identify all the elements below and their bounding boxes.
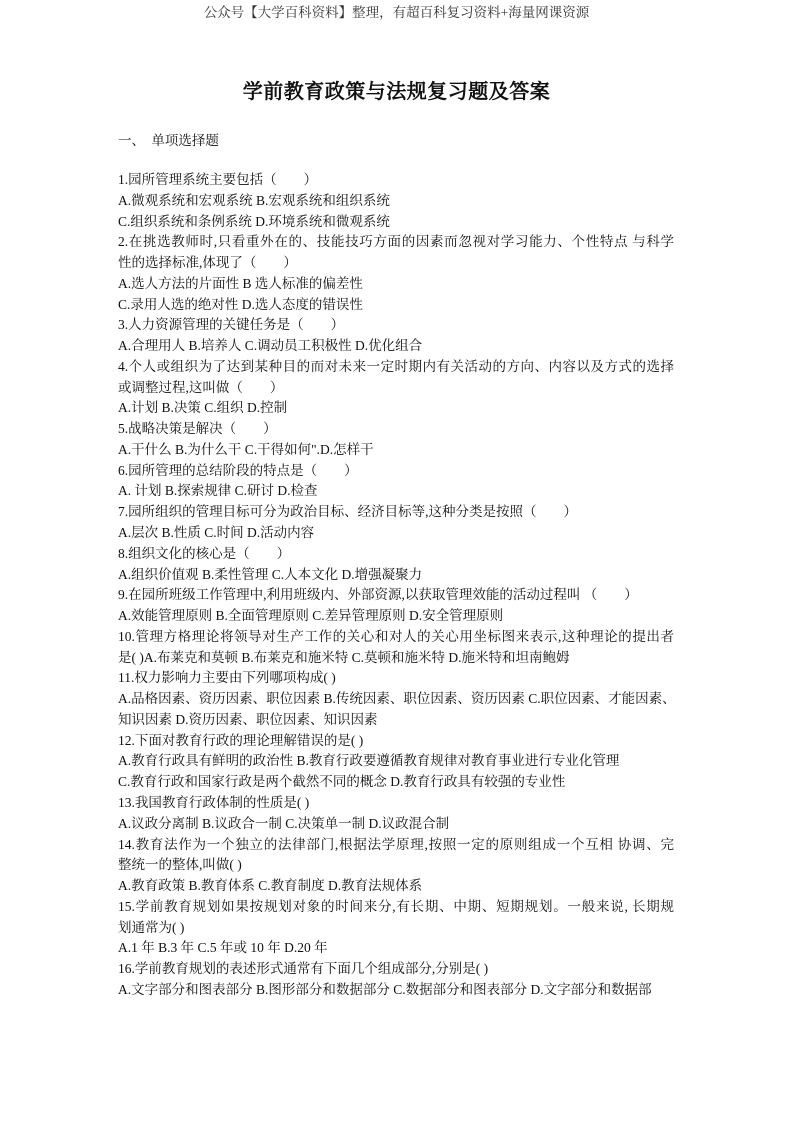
question-item — [118, 585, 674, 627]
question-stem: 是( )A.布莱克和莫顿 B.布莱克和施米特 C.莫顿和施米特 D.施米特和坦南鲍姆 — [118, 649, 570, 665]
question-options: A.1 年 B.3 年 C.5 年或 10 年 D.20 年 — [118, 940, 328, 956]
question-stem: 14.教育法作为一个独立的法律部门,根据法学原理,按照一定的原则组成一个互相 协调、完 — [118, 836, 674, 852]
question-stem: 性的选择标准,体现了（ ） — [118, 255, 297, 271]
question-item — [118, 627, 674, 669]
question-stem: 12.下面对教育行政的理论理解错误的是( ) — [118, 732, 364, 748]
question-options: C.录用人选的绝对性 D.选人态度的错误性 — [118, 296, 363, 312]
document-title: 学前教育政策与法规复习题及答案 — [242, 81, 551, 103]
question-options: A.品格因素、资历因素、职位因素 B.传统因素、职位因素、资历因素 C.职位因素、才能因素、 — [118, 691, 676, 707]
question-stem: 16.学前教育规划的表述形式通常有下面几个组成部分,分别是( ) — [118, 961, 489, 977]
question-stem: 11.权力影响力主要由下列哪项构成( ) — [118, 670, 336, 686]
question-stem: 2.在挑选教师时,只看重外在的、技能技巧方面的因素而忽视对学习能力、个性特点 与科学 — [118, 234, 674, 250]
page-header-banner: 公众号【大学百科资料】整理，有超百科复习资料+海量网课资源 — [203, 5, 590, 20]
question-item — [118, 232, 674, 315]
question-stem: 8.组织文化的核心是（ ） — [118, 545, 291, 561]
question-item — [118, 959, 674, 1001]
question-item — [118, 315, 674, 357]
question-stem: 6.园所管理的总结阶段的特点是（ ） — [118, 462, 358, 478]
section-label: 单项选择题 — [151, 133, 219, 148]
question-stem: 整统一的整体,叫做( ) — [118, 857, 242, 873]
question-options: C.组织系统和条例系统 D.环境系统和微观系统 — [118, 213, 390, 229]
question-options: A.合理用人 B.培养人 C.调动员工积极性 D.优化组合 — [118, 338, 423, 354]
question-item — [118, 502, 674, 544]
question-item — [118, 731, 674, 793]
question-stem: 5.战略决策是解决（ ） — [118, 421, 277, 437]
question-options: A.层次 B.性质 C.时间 D.活动内容 — [118, 525, 315, 541]
question-stem: 7.园所组织的管理目标可分为政治目标、经济目标等,这种分类是按照（ ） — [118, 504, 577, 520]
question-item — [118, 897, 674, 959]
question-stem: 或调整过程,这叫做（ ） — [118, 379, 284, 395]
question-item — [118, 793, 674, 835]
question-options: A.组织价值观 B.柔性管理 C.人本文化 D.增强凝聚力 — [118, 566, 423, 582]
question-stem: 划通常为( ) — [118, 919, 185, 935]
question-options: A.教育政策 B.教育体系 C.教育制度 D.教育法规体系 — [118, 878, 423, 894]
question-stem: 3.人力资源管理的关键任务是（ ） — [118, 317, 345, 333]
question-options: C.教育行政和国家行政是两个截然不同的概念 D.教育行政具有较强的专业性 — [118, 774, 566, 790]
question-item — [118, 668, 674, 730]
question-stem: 10.管理方格理论将领导对生产工作的关心和对人的关心用坐标图来表示,这种理论的提出者 — [118, 628, 674, 644]
question-options: A. 计划 B.探索规律 C.研讨 D.检查 — [118, 483, 318, 499]
question-options: A.效能管理原则 B.全面管理原则 C.差异管理原则 D.安全管理原则 — [118, 608, 504, 624]
question-stem: 15.学前教育规划如果按规划对象的时间来分,有长期、中期、短期规划。一般来说, 长期规 — [118, 898, 674, 914]
question-options: 知识因素 D.资历因素、职位因素、知识因素 — [118, 711, 378, 727]
question-item — [118, 357, 674, 419]
question-options: A.计划 B.决策 C.组织 D.控制 — [118, 400, 288, 416]
question-stem: 13.我国教育行政体制的性质是( ) — [118, 794, 310, 810]
question-options: A.干什么 B.为什么干 C.干得如何".D.怎样干 — [118, 441, 374, 457]
question-item — [118, 544, 674, 586]
question-options: A.议政分离制 B.议政合一制 C.决策单一制 D.议政混合制 — [118, 815, 450, 831]
question-options: A.选人方法的片面性 B 选人标准的偏差性 — [118, 275, 363, 291]
question-item — [118, 170, 674, 232]
question-options: A.教育行政具有鲜明的政治性 B.教育行政要遵循教育规律对教育事业进行专业化管理 — [118, 753, 620, 769]
question-item — [118, 419, 674, 461]
question-stem: 9.在园所班级工作管理中,利用班级内、外部资源,以获取管理效能的活动过程叫 （ ） — [118, 587, 638, 603]
section-heading — [118, 129, 219, 149]
question-options: A.文字部分和图表部分 B.图形部分和数据部分 C.数据部分和图表部分 D.文字部分和数据部 — [118, 981, 652, 997]
question-stem: 4.个人或组织为了达到某种目的而对未来一定时期内有关活动的方向、内容以及方式的选择 — [118, 358, 674, 374]
question-item — [118, 461, 674, 503]
question-stem: 1.园所管理系统主要包括（ ） — [118, 172, 318, 187]
question-list — [118, 170, 674, 1001]
question-item — [118, 835, 674, 897]
section-number: 一、 — [118, 133, 145, 148]
question-options: A.微观系统和宏观系统 B.宏观系统和组织系统 — [118, 192, 390, 208]
